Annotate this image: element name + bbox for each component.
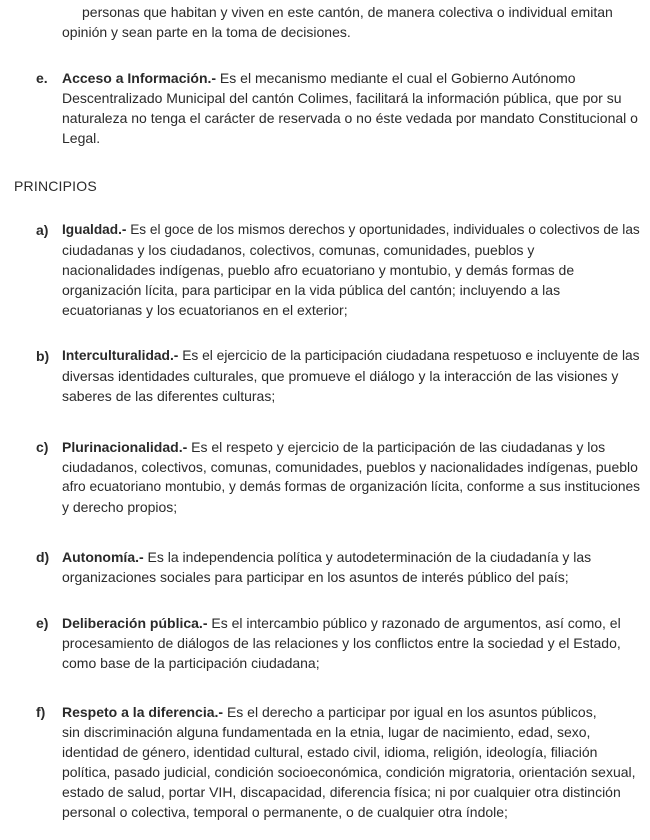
intro-continuation [62,2,640,42]
principle-line: saberes de las diferentes culturas; [62,388,276,404]
item-e-line: naturaleza no tenga el carácter de reservada o no éste vedada por mandato Constitucional o [62,110,638,126]
principle-line: identidad de género, identidad cultural, estado civil, idioma, religión, ideología, filiación [62,744,598,760]
principle-term: Igualdad.- [62,222,127,237]
principle-line: estado de salud, portar VIH, discapacidad, diferencia física; ni por cualquier otra distinción [62,784,621,800]
principle-a-marker: a) [36,222,49,238]
principle-term: Respeto a la diferencia.- [62,704,224,720]
principle-line: afro ecuatoriano montubio, y demás formas de organización lícita, conforme a sus instituciones [62,479,641,494]
principle-term: Autonomía.- [62,549,144,565]
principle-term: Interculturalidad.- [62,348,179,363]
principle-line: sin discriminación alguna fundamentada en la etnia, lugar de nacimiento, edad, sexo, [62,724,591,740]
principle-a [62,220,642,320]
principle-line: como base de la participación ciudadana; [62,655,320,671]
item-e-line: Legal. [62,130,101,146]
principle-first-line: Es el goce de los mismos derechos y oportunidades, individuales o colectivos de las [126,222,640,237]
principle-first-line: Es el intercambio público y razonado de argumentos, así como, el [207,615,621,631]
principle-c-marker: c) [36,439,49,455]
principle-f [62,702,642,822]
item-e-paragraph [62,68,640,148]
principle-line: ciudadanas y los ciudadanos, colectivos, comunas, comunidades, pueblos y [62,242,535,258]
principle-line: diversas identidades culturales, que promueve el diálogo y la interacción de las visiones y [62,368,619,384]
principle-line: procesamiento de diálogos de las relaciones y los conflictos entre la sociedad y el Estado, [62,635,621,651]
principle-d-marker: d) [36,549,50,565]
principle-f-marker: f) [36,704,46,720]
principle-line: ecuatorianas y los ecuatorianos en el exterior; [62,302,348,318]
intro-line: personas que habitan y viven en este cantón, de manera colectiva o individual emitan [82,4,613,20]
principle-e-marker: e) [36,615,49,631]
principle-first-line: Es el derecho a participar por igual en los asuntos públicos, [223,704,597,720]
principle-first-line: Es el respeto y ejercicio de la participación de las ciudadanas y los [187,439,606,455]
item-e-first-line: Es el mecanismo mediante el cual el Gobierno Autónomo [216,70,576,86]
intro-line: opinión y sean parte en la toma de decisiones. [62,24,351,40]
principle-line: personal o colectiva, temporal o permanente, o de cualquier otra índole; [62,804,508,820]
principle-term: Plurinacionalidad.- [62,439,188,455]
principle-d [62,547,642,587]
principle-line: y derecho propios; [62,499,178,515]
principle-line: organizaciones sociales para participar en los asuntos de interés público del país; [62,569,569,585]
principle-term: Deliberación pública.- [62,615,208,631]
principle-first-line: Es la independencia política y autodeterminación de la ciudadanía y las [143,549,592,565]
item-e-term: Acceso a Información.- [62,70,217,86]
principle-line: nacionalidades indígenas, pueblo afro ecuatoriano y montubio, y demás formas de [62,262,575,278]
item-e-marker: e. [36,70,48,86]
principle-line: ciudadanos, colectivos, comunas, comunidades, pueblos y nacionalidades indígenas, pueblo [62,459,638,475]
principle-line: organización lícita, para participar en la vida pública del cantón; incluyendo a las [62,282,561,298]
principle-line: política, pasado judicial, condición socioeconómica, condición migratoria, orientación sexual, [62,764,636,780]
principle-c [62,437,642,517]
principle-b-marker: b) [36,348,50,364]
principle-first-line: Es el ejercicio de la participación ciudadana respetuoso e incluyente de las [178,348,640,363]
principle-e [62,613,642,673]
section-heading: PRINCIPIOS [14,178,97,194]
principle-b [62,346,642,406]
item-e-line: Descentralizado Municipal del cantón Colimes, facilitará la información pública, que por su [62,90,622,106]
